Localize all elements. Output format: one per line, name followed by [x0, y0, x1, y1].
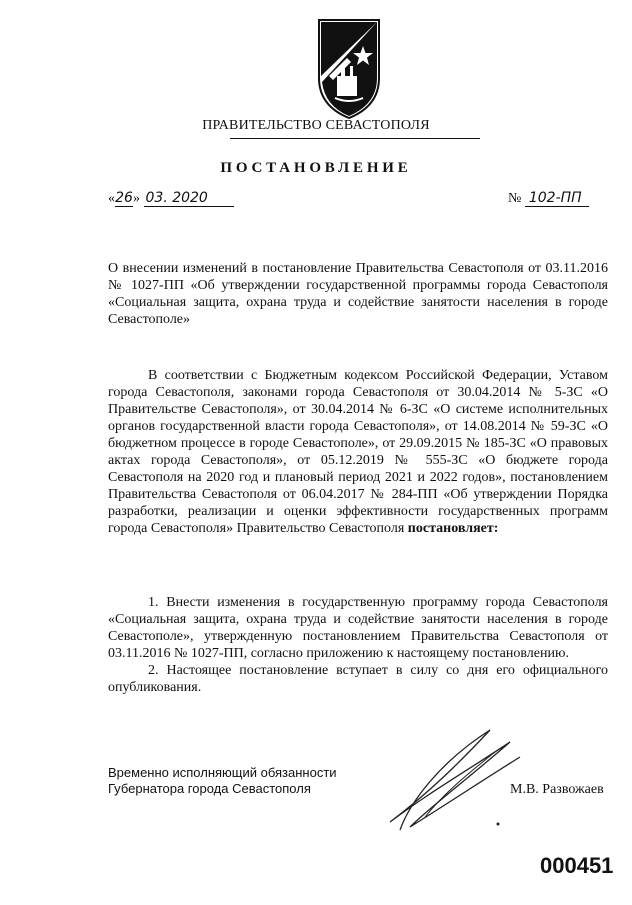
document-subject: О внесении изменений в постановление Правительства Севастополя от 03.11.2016 № 1027-ПП «Об утверждении государственной программы города Севастополя «Социальная защита, охрана труда и содействие занятости населения в городе Севастополе»	[108, 261, 608, 327]
title-rule	[230, 138, 480, 139]
signer-position-line1: Временно исполняющий обязанности	[108, 765, 337, 780]
number-sign: №	[508, 191, 522, 206]
resolution-items	[108, 594, 608, 696]
document-serial-number: 000451	[540, 853, 614, 878]
resolution-item: 1. Внести изменения в государственную программу города Севастополя «Социальная защита, охрана труда и содействие занятости населения в городе Севастополе», утвержденную постановлением Правительства Севастополя от 03.11.2016 № 1027-ПП, согласно приложению к настоящему постановлению.	[108, 595, 608, 661]
signature-icon	[370, 722, 530, 832]
number-value: 102-ПП	[525, 190, 589, 207]
signer-position	[108, 765, 337, 797]
preamble-text: В соответствии с Бюджетным кодексом Российской Федерации, Уставом города Севастополя, законами города Севастополя от 30.04.2014 № 5-ЗС «О Правительстве Севастополя», от 30.04.2014 № 6-ЗС «О системе исполнительных органов государственной власти города Севастополя», от 14.08.2014 № 59-ЗС «О бюджетном процессе в городе Севастополе», от 29.09.2015 № 185-ЗС «О правовых актах города Севастополя», от 05.12.2019 № 555-ЗС «О бюджете города Севастополя на 2020 год и плановый период 2021 и 2022 годов», постановлением Правительства Севастополя от 06.04.2017 № 284-ПП «Об утверждении Порядка разработки, реализации и оценки эффективности государственных программ города Севастополя» Правительство Севастополя	[108, 368, 608, 536]
date-day: 26	[115, 190, 133, 206]
signer-position-line2: Губернатора города Севастополя	[108, 781, 311, 796]
document-date	[108, 190, 234, 207]
decree-word: постановляет:	[407, 521, 499, 536]
signer-name: М.В. Развожаев	[510, 782, 604, 797]
government-title: ПРАВИТЕЛЬСТВО СЕВАСТОПОЛЯ	[202, 118, 430, 133]
date-month-year: 03. 2020	[144, 190, 234, 207]
date-open-quote: «	[108, 191, 115, 206]
document-type: ПОСТАНОВЛЕНИЕ	[220, 160, 412, 176]
document-number	[508, 190, 589, 207]
preamble	[108, 367, 608, 537]
coat-of-arms-icon	[317, 18, 381, 120]
resolution-item: 2. Настоящее постановление вступает в силу со дня его официального опубликования.	[108, 663, 608, 695]
date-close-quote: »	[133, 191, 140, 206]
